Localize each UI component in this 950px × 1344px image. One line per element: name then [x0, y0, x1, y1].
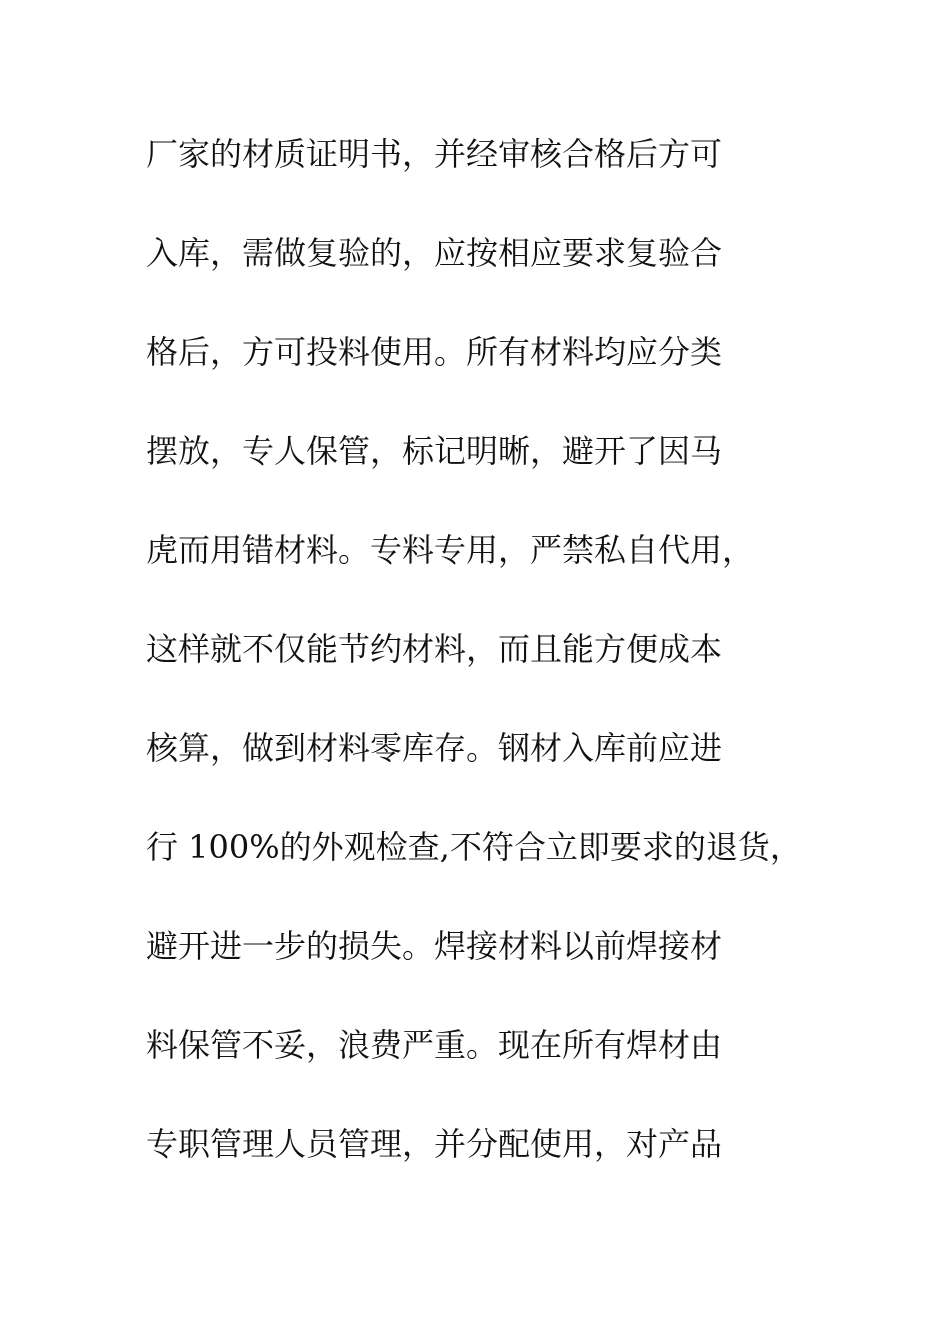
text-line: 入库，需做复验的，应按相应要求复验合 — [146, 234, 723, 272]
text-line: 专职管理人员管理，并分配使用，对产品 — [146, 1125, 723, 1163]
body-text — [146, 128, 846, 1217]
text-line: 这样就不仅能节约材料，而且能方便成本 — [146, 630, 723, 668]
text-line: 虎而用错材料。专料专用，严禁私自代用， — [146, 531, 755, 569]
text-line: 核算，做到材料零库存。钢材入库前应进 — [146, 729, 723, 767]
text-line: 料保管不妥，浪费严重。现在所有焊材由 — [146, 1026, 723, 1064]
text-line: 格后，方可投料使用。所有材料均应分类 — [146, 333, 723, 371]
text-line: 行 100%的外观检查,不符合立即要求的退货， — [146, 828, 802, 866]
text-line: 厂家的材质证明书，并经审核合格后方可 — [146, 135, 723, 173]
text-line: 摆放，专人保管，标记明晰，避开了因马 — [146, 432, 723, 470]
text-line: 避开进一步的损失。焊接材料以前焊接材 — [146, 927, 723, 965]
